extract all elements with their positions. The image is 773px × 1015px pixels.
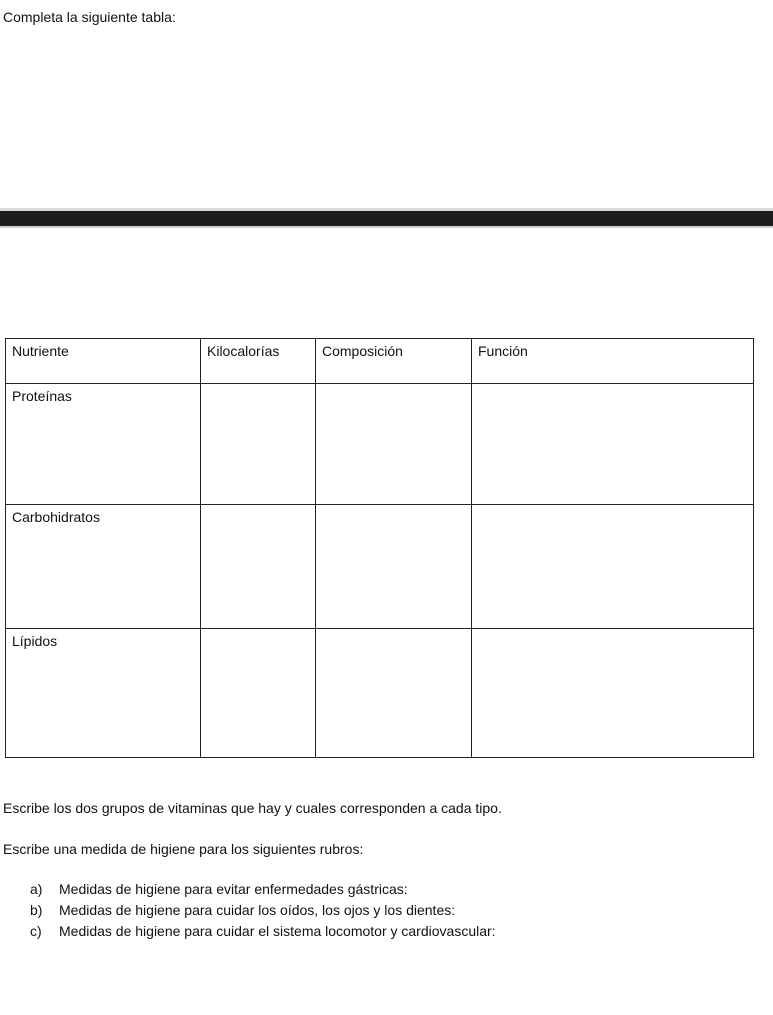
nutrient-cell: Lípidos <box>6 629 201 758</box>
composition-cell[interactable] <box>316 384 472 505</box>
list-item-text: Medidas de higiene para cuidar el sistema locomotor y cardiovascular: <box>59 923 496 939</box>
list-marker: a) <box>30 881 43 897</box>
function-cell[interactable] <box>472 629 754 758</box>
composition-cell[interactable] <box>316 505 472 629</box>
kilocalories-cell[interactable] <box>201 384 316 505</box>
table-header-row <box>6 339 754 384</box>
function-cell[interactable] <box>472 505 754 629</box>
table-row <box>6 629 754 758</box>
hygiene-question: Escribe una medida de higiene para los siguientes rubros: <box>3 841 364 857</box>
list-marker: b) <box>30 902 43 918</box>
table-instruction: Completa la siguiente tabla: <box>3 9 176 25</box>
function-cell[interactable] <box>472 384 754 505</box>
nutrients-table <box>5 338 754 758</box>
list-item <box>30 901 496 922</box>
kilocalories-cell[interactable] <box>201 505 316 629</box>
list-item <box>30 880 496 901</box>
composition-cell[interactable] <box>316 629 472 758</box>
list-item <box>30 922 496 943</box>
list-item-text: Medidas de higiene para cuidar los oídos, los ojos y los dientes: <box>59 902 456 918</box>
nutrient-cell: Proteínas <box>6 384 201 505</box>
kilocalories-cell[interactable] <box>201 629 316 758</box>
list-item-text: Medidas de higiene para evitar enfermedades gástricas: <box>59 881 408 897</box>
page-divider <box>0 211 773 226</box>
header-composition: Composición <box>316 339 472 384</box>
nutrient-cell: Carbohidratos <box>6 505 201 629</box>
hygiene-list <box>30 880 496 943</box>
vitamins-question: Escribe los dos grupos de vitaminas que hay y cuales corresponden a cada tipo. <box>3 800 502 816</box>
list-marker: c) <box>30 923 42 939</box>
page-divider-bottom-edge <box>0 226 773 228</box>
header-function: Función <box>472 339 754 384</box>
table-row <box>6 384 754 505</box>
table-row <box>6 505 754 629</box>
header-kilocalories: Kilocalorías <box>201 339 316 384</box>
header-nutrient: Nutriente <box>6 339 201 384</box>
